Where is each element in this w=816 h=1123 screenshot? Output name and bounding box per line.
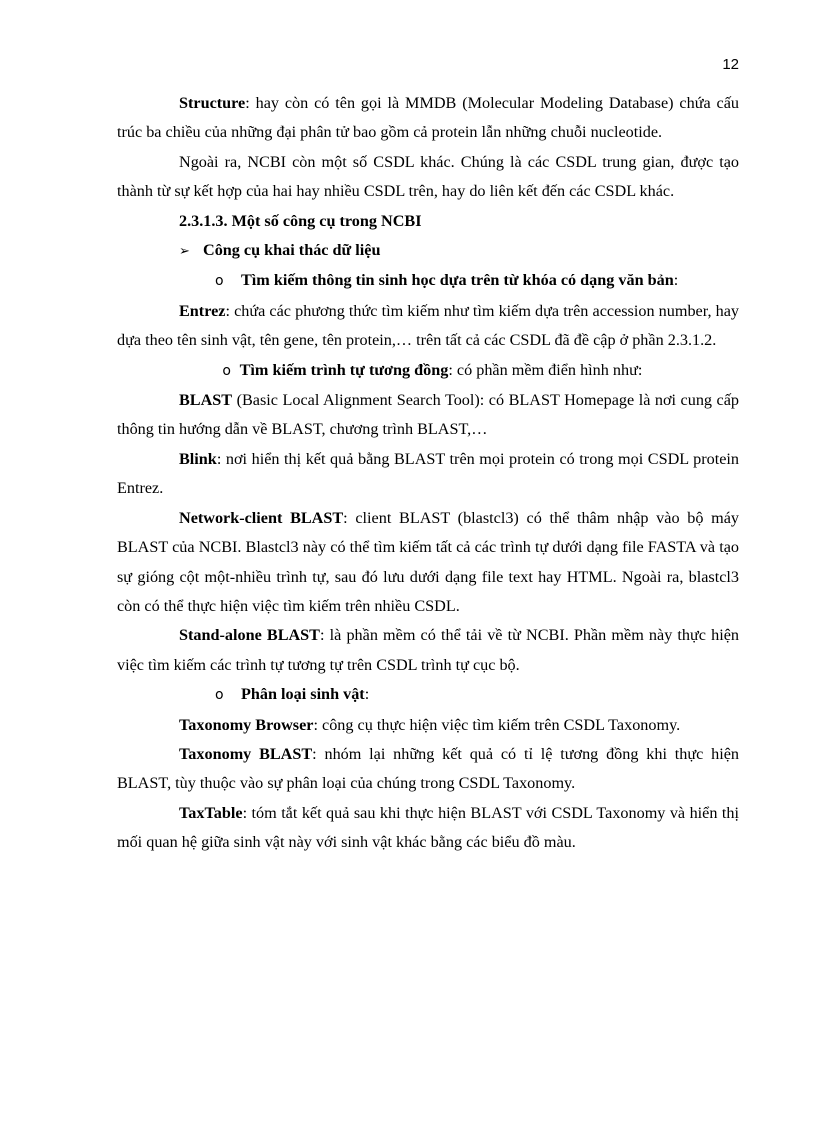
paragraph-other-databases xyxy=(117,148,739,207)
text-text-search: : xyxy=(673,271,679,290)
bullet-data-mining-label: Công cụ khai thác dữ liệu xyxy=(203,241,381,260)
term-blast: BLAST xyxy=(179,391,233,410)
sub-bullet-taxonomy xyxy=(117,680,739,710)
circle-bullet-icon: o xyxy=(222,362,231,379)
term-taxonomy-browser: Taxonomy Browser xyxy=(179,715,314,734)
page-content xyxy=(117,89,739,858)
text-other-databases: Ngoài ra, NCBI còn một số CSDL khác. Chúng là các CSDL trung gian, được tạo thành từ sự kết hợp của hai hay nhiều CSDL trên, hay do liên kết đến các CSDL khác. xyxy=(117,152,739,201)
paragraph-blink xyxy=(117,445,739,504)
bullet-data-mining-tools xyxy=(117,236,739,266)
arrow-bullet-icon: ➢ xyxy=(179,244,190,260)
term-standalone-blast: Stand-alone BLAST xyxy=(179,626,320,645)
paragraph-blast xyxy=(117,386,739,445)
circle-bullet-icon: o xyxy=(215,687,224,704)
text-entrez: : chứa các phương thức tìm kiếm như tìm kiếm dựa trên accession number, hay dựa theo tên sinh vật, tên gene, tên protein,… trên tất cả các CSDL đã đề cập ở phần 2.3.1.2. xyxy=(117,301,739,350)
term-text-search: Tìm kiếm thông tin sinh học dựa trên từ khóa có dạng văn bản xyxy=(241,271,674,290)
paragraph-network-client-blast xyxy=(117,504,739,622)
circle-bullet-icon: o xyxy=(215,273,224,290)
term-entrez: Entrez xyxy=(179,301,226,320)
term-network-client-blast: Network-client BLAST xyxy=(179,508,344,527)
text-blink: : nơi hiển thị kết quả bằng BLAST trên mọi protein có trong mọi CSDL protein Entrez. xyxy=(117,449,739,498)
term-homology: Tìm kiếm trình tự tương đồng xyxy=(239,360,449,379)
section-heading: 2.3.1.3. Một số công cụ trong NCBI xyxy=(179,211,422,230)
sub-bullet-text-search xyxy=(117,266,739,296)
term-structure: Structure xyxy=(179,94,246,112)
text-homology: : có phần mềm điển hình như: xyxy=(448,360,643,379)
text-structure: : hay còn có tên gọi là MMDB (Molecular Modeling Database) chứa cấu trúc ba chiều của những đại phân tử bao gồm cả protein lẫn những chuỗi nucleotide. xyxy=(117,94,739,142)
paragraph-taxonomy-blast xyxy=(117,740,739,799)
term-blink: Blink xyxy=(179,449,217,468)
paragraph-taxonomy-browser xyxy=(117,711,739,740)
text-standalone-blast: : là phần mềm có thể tải về từ NCBI. Phần mềm này thực hiện việc tìm kiếm các trình tự tương tự trên CSDL trình tự cục bộ. xyxy=(117,626,739,674)
sub-bullet-homology xyxy=(117,356,739,386)
page-number: 12 xyxy=(722,56,739,73)
text-taxonomy-blast: : nhóm lại những kết quả có tỉ lệ tương đồng khi thực hiện BLAST, tùy thuộc vào sự phân loại của chúng trong CSDL Taxonomy. xyxy=(117,744,739,793)
paragraph-structure xyxy=(117,89,739,148)
text-taxonomy-browser: : công cụ thực hiện việc tìm kiếm trên CSDL Taxonomy. xyxy=(313,715,681,734)
paragraph-taxtable xyxy=(117,799,739,858)
term-taxtable: TaxTable xyxy=(179,803,243,822)
text-network-client-blast: : client BLAST (blastcl3) có thể thâm nhập vào bộ máy BLAST của NCBI. Blastcl3 này có thể tìm kiếm tất cả các trình tự dưới dạng file FASTA và tạo sự gióng cột một-nhiều trình tự, sau đó lưu dưới dạng file text hay HTML. Ngoài ra, blastcl3 còn có thể thực hiện việc tìm kiếm trên nhiều CSDL. xyxy=(117,508,740,615)
term-taxonomy: Phân loại sinh vật xyxy=(241,685,365,704)
term-taxonomy-blast: Taxonomy BLAST xyxy=(179,744,313,763)
paragraph-entrez xyxy=(117,297,739,356)
paragraph-standalone-blast xyxy=(117,621,739,680)
text-taxtable: : tóm tắt kết quả sau khi thực hiện BLAST với CSDL Taxonomy và hiển thị mối quan hệ giữa sinh vật này với sinh vật khác bằng các biểu đồ màu. xyxy=(117,803,739,852)
text-taxonomy: : xyxy=(364,685,370,704)
text-blast: (Basic Local Alignment Search Tool): có BLAST Homepage là nơi cung cấp thông tin hướng dẫn về BLAST, chương trình BLAST,… xyxy=(117,391,739,439)
